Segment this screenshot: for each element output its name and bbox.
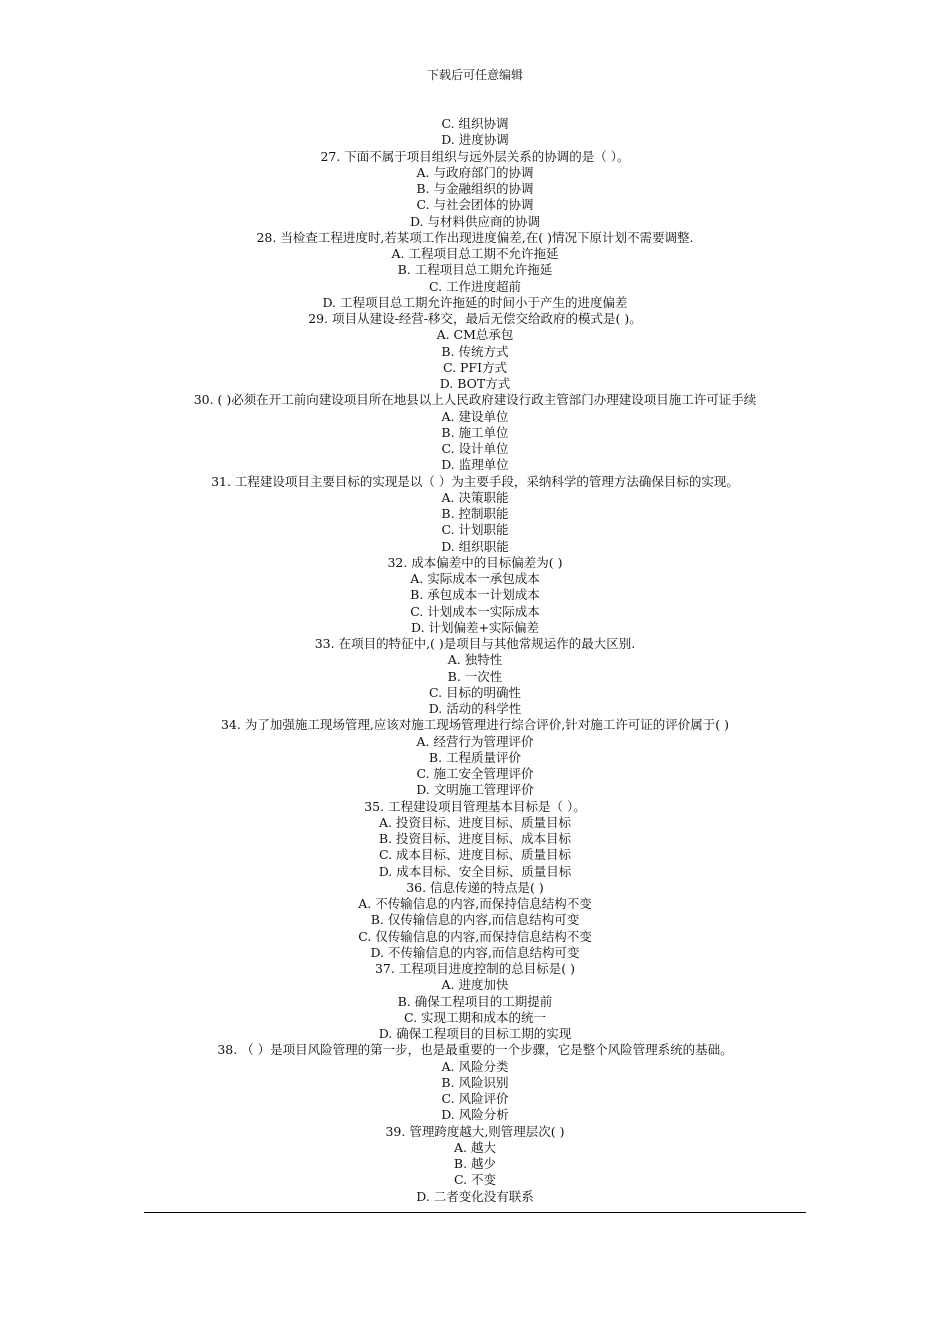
option-text: C. 风险评价 [441,1091,509,1106]
question-text: 28. 当检查工程进度时,若某项工作出现进度偏差,在( )情况下原计划不需要调整. [256,229,694,245]
option-text: C. 施工安全管理评价 [416,766,534,781]
question-text: 36. 信息传递的特点是( ) [406,879,544,895]
option-text: C. 仅传输信息的内容,而保持信息结构不变 [358,928,592,944]
option-text: A. 决策职能 [441,489,509,505]
option-text: D. 计划偏差+实际偏差 [411,619,539,635]
option-text: D. 工程项目总工期允许拖延的时间小于产生的进度偏差 [322,294,628,310]
option-text: D. 确保工程项目的目标工期的实现 [378,1026,572,1041]
option-text: B. 越少 [453,1156,497,1171]
option-text: A. 实际成本一承包成本 [410,571,540,586]
question-text: 27. 下面不属于项目组织与远外层关系的协调的是（ ）。 [320,148,630,164]
option-text: A. 工程项目总工期不允许拖延 [391,246,559,261]
question-text: 30. ( )必须在开工前向建设项目所在地县以上人民政府建设行政主管部门办理建设项目施工许可证手续 [193,392,757,408]
option-text: C. 实现工期和成本的统一 [403,1009,547,1025]
document-body [0,116,950,1205]
option-text: B. 与金融组织的协调 [416,181,534,196]
question-text: 35. 工程建设项目管理基本目标是（ ）。 [364,798,586,814]
question-text: 38. （ ）是项目风险管理的第一步，也是最重要的一个步骤，它是整个风险管理系统的基础。 [217,1042,733,1058]
option-text: A. CM总承包 [436,327,514,343]
option-text: B. 控制职能 [441,506,509,521]
option-text: D. 进度协调 [441,132,509,148]
option-text: C. 计划成本一实际成本 [410,603,540,619]
option-text: B. 施工单位 [441,424,509,440]
option-text: A. 越大 [454,1139,496,1155]
option-text: C. 工作进度超前 [428,278,522,294]
option-text: D. 组织职能 [441,538,509,554]
question-text: 33. 在项目的特征中,( )是项目与其他常规运作的最大区别. [314,636,636,651]
option-text: A. 投资目标、进度目标、质量目标 [379,814,571,830]
option-text: D. 成本目标、安全目标、质量目标 [378,863,572,879]
option-text: A. 经营行为管理评价 [416,733,534,749]
option-text: D. 文明施工管理评价 [416,782,534,798]
option-text: C. 成本目标、进度目标、质量目标 [378,847,572,863]
option-text: D. BOT方式 [439,376,511,391]
option-text: B. 仅传输信息的内容,而信息结构可变 [370,912,580,928]
question-text: 39. 管理跨度越大,则管理层次( ) [385,1123,565,1139]
option-text: A. 与政府部门的协调 [416,164,534,180]
option-text: B. 一次性 [447,668,503,684]
option-text: C. 不变 [453,1172,497,1188]
option-text: A. 进度加快 [441,977,509,993]
option-text: D. 活动的科学性 [428,701,522,716]
option-text: A. 不传输信息的内容,而保持信息结构不变 [358,896,592,911]
option-text: C. 设计单位 [441,441,509,456]
option-text: B. 确保工程项目的工期提前 [397,993,553,1009]
option-text: C. 与社会团体的协调 [416,197,534,213]
option-text: A. 独特性 [447,652,503,668]
option-text: B. 投资目标、进度目标、成本目标 [378,831,572,846]
option-text: C. PFI方式 [442,359,508,375]
option-text: C. 计划职能 [441,522,509,538]
option-text: B. 风险识别 [441,1074,509,1090]
question-text: 31. 工程建设项目主要目标的实现是以（ ）为主要手段，采纳科学的管理方法确保目标的实现。 [211,473,739,489]
option-text: B. 工程项目总工期允许拖延 [397,262,553,278]
footer-rule [144,1212,806,1213]
option-text: B. 承包成本一计划成本 [410,587,540,603]
page-header: 下载后可任意编辑 [426,68,523,82]
option-text: A. 风险分类 [441,1058,509,1074]
question-text: 37. 工程项目进度控制的总目标是( ) [374,961,576,976]
option-text: C. 目标的明确性 [428,684,522,700]
option-text: D. 不传输信息的内容,而信息结构可变 [370,944,580,960]
option-text: B. 工程质量评价 [428,749,522,765]
option-text: B. 传统方式 [441,343,509,359]
option-text: A. 建设单位 [441,408,509,424]
option-text: D. 风险分析 [441,1107,509,1123]
option-text: D. 与材料供应商的协调 [409,213,541,229]
question-text: 29. 项目从建设-经营-移交，最后无偿交给政府的模式是( )。 [308,311,642,326]
question-text: 34. 为了加强施工现场管理,应该对施工现场管理进行综合评价,针对施工许可证的评价属于( ) [220,717,730,733]
question-text: 32. 成本偏差中的目标偏差为( ) [387,554,563,570]
option-text: C. 组织协调 [441,116,509,131]
option-text: D. 二者变化没有联系 [416,1188,534,1204]
option-text: D. 监理单位 [441,457,509,473]
